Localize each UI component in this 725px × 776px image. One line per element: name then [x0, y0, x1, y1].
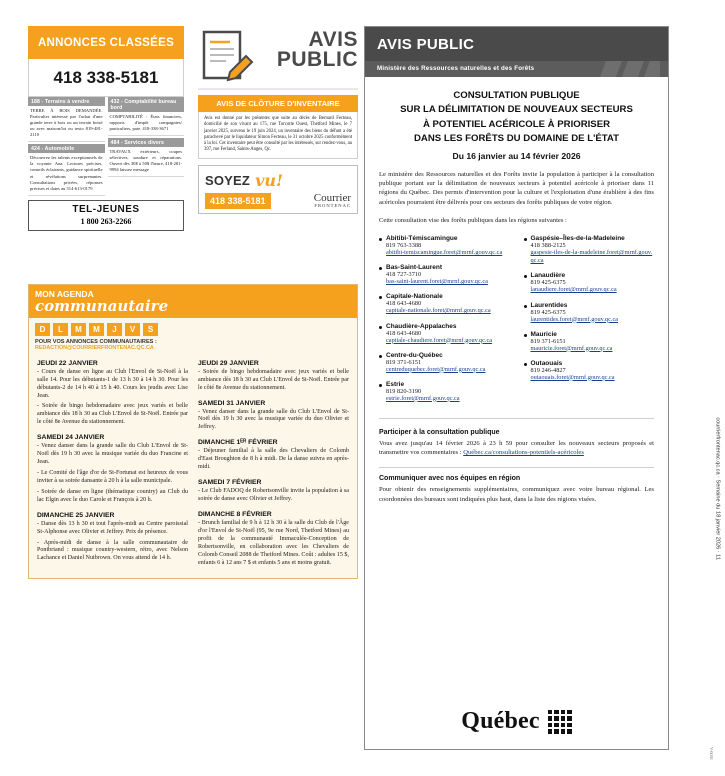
region-name: Bas-Saint-Laurent: [379, 264, 510, 271]
region-name: Centre-du-Québec: [379, 352, 510, 359]
quebec-wordmark: [365, 708, 668, 735]
region-email[interactable]: gaspesie-iles-de-la-madeleine.foret@mrnf.gouv.qc.ca: [530, 249, 653, 265]
regions-intro: Cette consultation vise des forêts publiques dans les régions suivantes :: [379, 217, 567, 224]
agenda-item: - Venez danser dans la grande salle du Club L'Envol de St-Noël dès 19 h 30 avec la musique variée du duo Olivier et Jeffrey.: [198, 408, 349, 431]
region-entry: [379, 352, 510, 374]
region-email[interactable]: capitale-nationale.foret@mrnf.gouv.qc.ca: [386, 307, 491, 315]
participate-heading: Participer à la consultation publique: [379, 428, 500, 436]
soyez-footer: [205, 193, 351, 209]
day-letter: J: [107, 323, 122, 336]
contact-text: Pour obtenir des renseignements supplémentaires, communiquez avec votre bureau régional. Les coordonnées des bureaux sont indiquées plus haut, dans la liste des régions visées.: [379, 486, 654, 503]
agenda-item: - Soirée de bingo hebdomadaire avec jeux variés et belle ambiance dès 18 h 30 au Club L'Envol de St-Noël. Entrée par le côté 8e Avenue du stationnement.: [198, 368, 349, 391]
avis-header: [198, 26, 358, 90]
region-entry: [524, 272, 655, 294]
gov-ministry-name: Ministère des Ressources naturelles et des Forêts: [377, 65, 535, 72]
classified-ad-text: Découvrez les talents exceptionnels de la voyante Ana. Lectures précises, conseils éclairants, guidance spirituelle et révélations surprenantes. Consultations privées, réponses précises et dates au 514-613-0179: [28, 153, 105, 195]
agenda-date: SAMEDI 7 FÉVRIER: [198, 479, 262, 487]
participate-text: Vous avez jusqu'au 14 février 2026 à 23 h 59 pour consulter les nouveaux secteurs proposés et transmettre vos commentaires : Québec.ca/consultations-potentiels-acéricoles: [379, 439, 654, 456]
day-letter: V: [125, 323, 140, 336]
region-name: Capitale-Nationale: [379, 293, 510, 300]
region-email[interactable]: abitibi-temiscamingue.foret@mrnf.gouv.qc.ca: [386, 249, 503, 257]
region-email[interactable]: lanaudiere.foret@mrnf.gouv.qc.ca: [530, 286, 617, 294]
agenda-item: - Cours de danse en ligne au Club l'Envol de St-Noël à la salle 14. Pour les débutants-1 de 13 h 30 à 14 h 30. Pour les débutants-2 de 14 h 40 à 15 h 40. Cours les jeudis avec Lise Jean.: [37, 368, 188, 399]
agenda-item: - Après-midi de danse à la salle communautaire de Pontbriand : musique country-western, rétro, avec Nelson Lachance et Daniel Nutbrown. On vous attend de 14 h.: [37, 539, 188, 562]
gov-ministry-bar: [365, 61, 668, 77]
classified-ad-text: TRAVAUX extérieurs, coupes sélectives, soudure et réparations. Ouvert dès 30$ à 50$ l'heure, 418-281-9994 laissez message: [108, 147, 185, 177]
regions-column-right: [524, 235, 655, 409]
agenda-title: communautaire: [35, 297, 169, 315]
regions-column-left: [379, 235, 510, 409]
consultation-link[interactable]: Québec.ca/consultations-potentiels-acéricoles: [463, 449, 584, 456]
consultation-intro: Le ministère des Ressources naturelles et des Forêts invite la population à participer à la consultation publique portant sur la délimitation de nouveaux secteurs à potentiel acéricole à prioriser dans 11 régions du Québec. Des permis d'intervention pour la culture et l'exploitation d'une érablière à des fins acéricoles pourraient être délivrés pour ces secteurs des forêts publiques de votre région.: [379, 170, 654, 206]
agenda-item: - Danse dès 13 h 30 et tout l'après-midi au Centre paroissial St-Alphonse avec Olivier et Jeffrey. Prix de présence.: [37, 520, 188, 535]
region-name: Lanaudière: [524, 272, 655, 279]
soyez-word: SOYEZ: [205, 172, 251, 188]
classified-phone[interactable]: 418 338-5181: [28, 59, 184, 97]
avis-public-inventory-ad: [198, 26, 358, 214]
region-phone: 418 388-2125: [530, 242, 566, 250]
region-entry: [524, 235, 655, 265]
document-icon: [200, 28, 256, 93]
agenda-item: - Déjeuner familial à la salle des Chevaliers de Colomb d'East Broughton de 8 h à midi. De la danse suivra en après-midi.: [198, 448, 349, 471]
classified-ad-text: COMPTABILITÉ : États financiers, rapports d'impôt compagnies/ particuliers, paie. 418-338-3671: [108, 112, 185, 136]
divider: [379, 467, 654, 468]
classified-column-right: [108, 97, 185, 196]
classified-ads-block: [28, 26, 184, 231]
government-public-notice: [364, 26, 669, 750]
region-entry: [379, 235, 510, 257]
region-name: Outaouais: [524, 360, 655, 367]
page-margin-text: courrierfrontenac.qc.ca · Semaine du 18 janvier 2026 · 11: [715, 417, 721, 560]
quebec-flag-icon: [548, 710, 572, 734]
region-name: Chaudière-Appalaches: [379, 323, 510, 330]
region-email[interactable]: centreduquebec.foret@mrnf.gouv.qc.ca: [386, 365, 486, 373]
agenda-date: JEUDI 22 JANVIER: [37, 359, 98, 367]
agenda-date: DIMANCHE 25 JANVIER: [37, 511, 115, 519]
region-entry: [524, 302, 655, 324]
region-entry: [379, 381, 510, 403]
agenda-submission-note: [29, 339, 357, 356]
agenda-date: DIMANCHE 8 FÉVRIER: [198, 510, 272, 518]
agenda-item: - Brunch familial de 9 h à 12 h 30 à la salle du Club de l'Âge d'or l'Envol de St-Noël (95, 9e rue Nord, Thetford Mines) au profit de la communauté Immaculée-Conception de Robertsonville, en collaboration avec les Chevaliers de Colomb Conseil 2088 de Thetford Mines. Coût : adultes 15 $, enfants 6 à 12 ans 7 $ et enfants 5 ans et moins gratuit.: [198, 519, 349, 566]
region-phone: 819 371-6151: [530, 337, 566, 345]
region-email[interactable]: estrie.foret@mrnf.gouv.qc.ca: [386, 394, 460, 402]
agenda-column-right: [198, 360, 349, 571]
classified-banner: ANNONCES CLASSÉES: [28, 26, 184, 59]
teljeunes-ad: [28, 200, 184, 231]
avis-body-text: Avis est donné par les présentes que suite au décès de Bernard Fecteau, domicilié de son vivant au 175, rue Turcotte Ouest, Thetford Mines, le 7 janvier 2025, survenu le 19 juin 2024, un inventaire des biens du défunt a été parachevé par le liquidateur Simon Fecteau, le 31 octobre 2025 conformément à la loi. Cet inventaire peut être consulté par les intéressés, sur rendez-vous, au 397, rue Ferland, Saints-Anges, Qc.: [198, 112, 358, 159]
agenda-date: JEUDI 29 JANVIER: [198, 359, 259, 367]
classified-ad-text: TERRE À BOIS DEMANDÉE. Particulier intéressé par l'achat d'une grande terre à bois ou un terrain boisé ou avec maison/lot ou texto 819-481-2110: [28, 106, 105, 142]
gov-notice-title: AVIS PUBLIC: [377, 36, 475, 53]
teljeunes-title: TEL-JEUNES: [72, 203, 140, 215]
chevron-decoration-icon: [600, 61, 660, 77]
day-letter: D: [35, 323, 50, 336]
region-entry: [524, 360, 655, 382]
avis-subtitle: AVIS DE CLÔTURE D'INVENTAIRE: [198, 95, 358, 112]
classified-column-left: [28, 97, 105, 196]
page-margin-code: V-0091: [709, 746, 714, 760]
region-entry: [524, 331, 655, 353]
agenda-day-letters: [29, 318, 357, 339]
left-column: [28, 26, 358, 566]
region-email[interactable]: bas-saint-laurent.foret@mrnf.gouv.qc.ca: [386, 278, 488, 286]
day-letter: M: [71, 323, 86, 336]
agenda-date: SAMEDI 31 JANVIER: [198, 399, 266, 407]
agenda-column-left: [37, 360, 188, 571]
quebec-word: Québec: [461, 708, 540, 734]
region-name: Abitibi-Témiscamingue: [379, 235, 510, 242]
region-name: Gaspésie–Îles-de-la-Madeleine: [524, 235, 655, 242]
soyez-vu-ad[interactable]: [198, 165, 358, 214]
region-name: Mauricie: [524, 331, 655, 338]
region-phone: 418 643-4680: [386, 300, 422, 308]
teljeunes-phone[interactable]: 1 800 263-2266: [80, 216, 132, 226]
soyez-script-word: vu!: [255, 170, 284, 190]
regions-list: [379, 235, 654, 409]
agenda-kicker: MON AGENDA: [35, 289, 94, 299]
agenda-communautaire-section: [28, 284, 358, 579]
agenda-entry-columns: [29, 356, 357, 579]
classified-columns: [28, 97, 184, 196]
agenda-cta-title: POUR VOS ANNONCES COMMUNAUTAIRES :: [35, 338, 157, 345]
consultation-dates: Du 16 janvier au 14 février 2026: [452, 150, 581, 161]
soyez-phone[interactable]: 418 338-5181: [205, 193, 271, 209]
courrier-frontenac-logo: Courrier FRONTENAC: [313, 191, 351, 208]
region-phone: 418 727-3710: [386, 271, 422, 279]
agenda-item: - Soirée de danse en ligne (thématique country) au Club du lac Elgin avec le duo Carole et François à 20 h.: [37, 488, 188, 503]
region-phone: 418 643-4680: [386, 329, 422, 337]
region-phone: 819 371-6151: [386, 358, 422, 366]
region-phone: 819 763-3388: [386, 242, 422, 250]
region-email[interactable]: mauricie.foret@mrnf.gouv.qc.ca: [530, 344, 613, 352]
divider: [379, 418, 654, 419]
day-letter: S: [143, 323, 158, 336]
region-entry: [379, 323, 510, 345]
region-name: Estrie: [379, 381, 510, 388]
agenda-item: - Le Club FADOQ de Robertsonville invite la population à sa soirée de danse avec Olivier et Jeffrey.: [198, 488, 349, 502]
agenda-cta-email[interactable]: REDACTION@COURRIERFRONTENAC.QC.CA: [35, 344, 154, 351]
region-entry: [379, 264, 510, 286]
region-email[interactable]: outaouais.foret@mrnf.gouv.qc.ca: [530, 373, 615, 381]
agenda-date: SAMEDI 24 JANVIER: [37, 434, 105, 442]
region-email[interactable]: laurentides.foret@mrnf.gouv.qc.ca: [530, 315, 619, 323]
contact-heading: Communiquer avec nos équipes en région: [379, 475, 521, 483]
day-letter: L: [53, 323, 68, 336]
day-letter: M: [89, 323, 104, 336]
consultation-title: CONSULTATION PUBLIQUE SUR LA DÉLIMITATION DE NOUVEAUX SECTEURS À POTENTIEL ACÉRICOLE À PRIORISER DANS LES FORÊTS DU DOMAINE DE L'ÉTAT: [400, 90, 633, 145]
classified-category-header: 484 - Services divers: [108, 138, 185, 147]
agenda-header: [29, 285, 357, 318]
agenda-date: DIMANCHE 1ᴱᴿ FÉVRIER: [198, 439, 278, 447]
agenda-item: - Soirée de bingo hebdomadaire avec jeux variés et belle ambiance dès 18 h 30 au Club L'Envol de St-Noël. Entrée par le côté 8e Avenue du stationnement.: [37, 403, 188, 426]
region-entry: [379, 293, 510, 315]
agenda-item: - Venez danser dans la grande salle du Club L'Envol de St-Noël dès 19 h 30 avec la musique variée du duo Francine et Jean.: [37, 443, 188, 466]
gov-notice-header: [365, 27, 668, 61]
classified-category-header: 188 - Terrains à vendre: [28, 97, 105, 106]
region-name: Laurentides: [524, 302, 655, 309]
region-email[interactable]: capitale-chaudiere.foret@mrnf.gouv.qc.ca: [386, 336, 493, 344]
avis-wordmark: AVIS PUBLIC: [276, 28, 358, 71]
region-phone: 819 425-6375: [530, 308, 566, 316]
region-phone: 819 425-6375: [530, 279, 566, 287]
classified-category-header: 432 - Comptabilité bureau bord: [108, 97, 185, 112]
gov-notice-body: [365, 77, 668, 512]
region-phone: 819 246-4827: [530, 366, 566, 374]
region-phone: 819 820-3190: [386, 387, 422, 395]
soyez-headline: [205, 171, 351, 190]
agenda-item: - Le Comité de l'âge d'or de St-Fortunat est heureux de vous inviter à sa soirée dansante à 20 h à la salle municipale.: [37, 469, 188, 484]
classified-category-header: 424 - Automobile: [28, 144, 105, 153]
